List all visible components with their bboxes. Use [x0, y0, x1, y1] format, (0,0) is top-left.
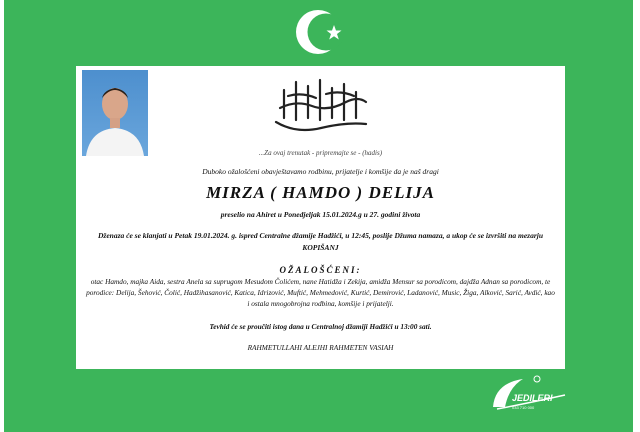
crescent-star-icon	[296, 6, 344, 58]
announcement-intro: Duboko ožalošćeni obavještavamo rodbinu, prijatelje i komšije da je naš dragi	[202, 167, 439, 176]
tevhid-notice: Tevhid će se proučiti istog dana u Centralnoj džamiji Hadžići u 13:00 sati.	[209, 322, 432, 331]
hadith-quote: ...Za ovaj trenutak - pripremajte se - (hadis)	[258, 149, 383, 157]
deceased-photo	[82, 70, 148, 156]
mourners-list: otac Hamdo, majka Aida, sestra Anela sa suprugom Mesudom Čolićem, nane Hatidža i Zekija, amidža Mensur sa porodicom, dajdža Adnan sa porodicom, te porodice: Delija, Šehović, Čolić, Hadžihasanović, Katica, Idrizović, Muftić, Mehmedović, Kurtić, Demirović, Ladanović, Music, Žiga, Alković, Sarić, Avdić, kao i ostala mnogobrojna rodbina, komšije i prijatelji.	[86, 277, 555, 308]
logo-wordmark: JEDILERI	[512, 393, 553, 403]
closing-prayer: RAHMETULLAHI ALEJHI RAHMETEN VASIAH	[247, 343, 394, 352]
obituary-card	[76, 66, 565, 369]
calligraphy-emblem	[266, 72, 376, 142]
date-of-death: preselio na Ahiret u Ponedjeljak 15.01.2024.g u 27. godini života	[220, 210, 421, 219]
deceased-name: MIRZA ( HAMDO ) DELIJA	[206, 183, 435, 202]
mourners-heading: OŽALOŠĆENI:	[279, 265, 362, 275]
logo-phone: 033 710 000	[512, 405, 535, 410]
funeral-details: Dženaza će se klanjati u Petak 19.01.2024. g. ispred Centralne džamije Hadžići, u 12:45, poslije Džuma namaza, a ukop će se izvršiti na mezarju KOPIŠANJ	[97, 231, 544, 252]
